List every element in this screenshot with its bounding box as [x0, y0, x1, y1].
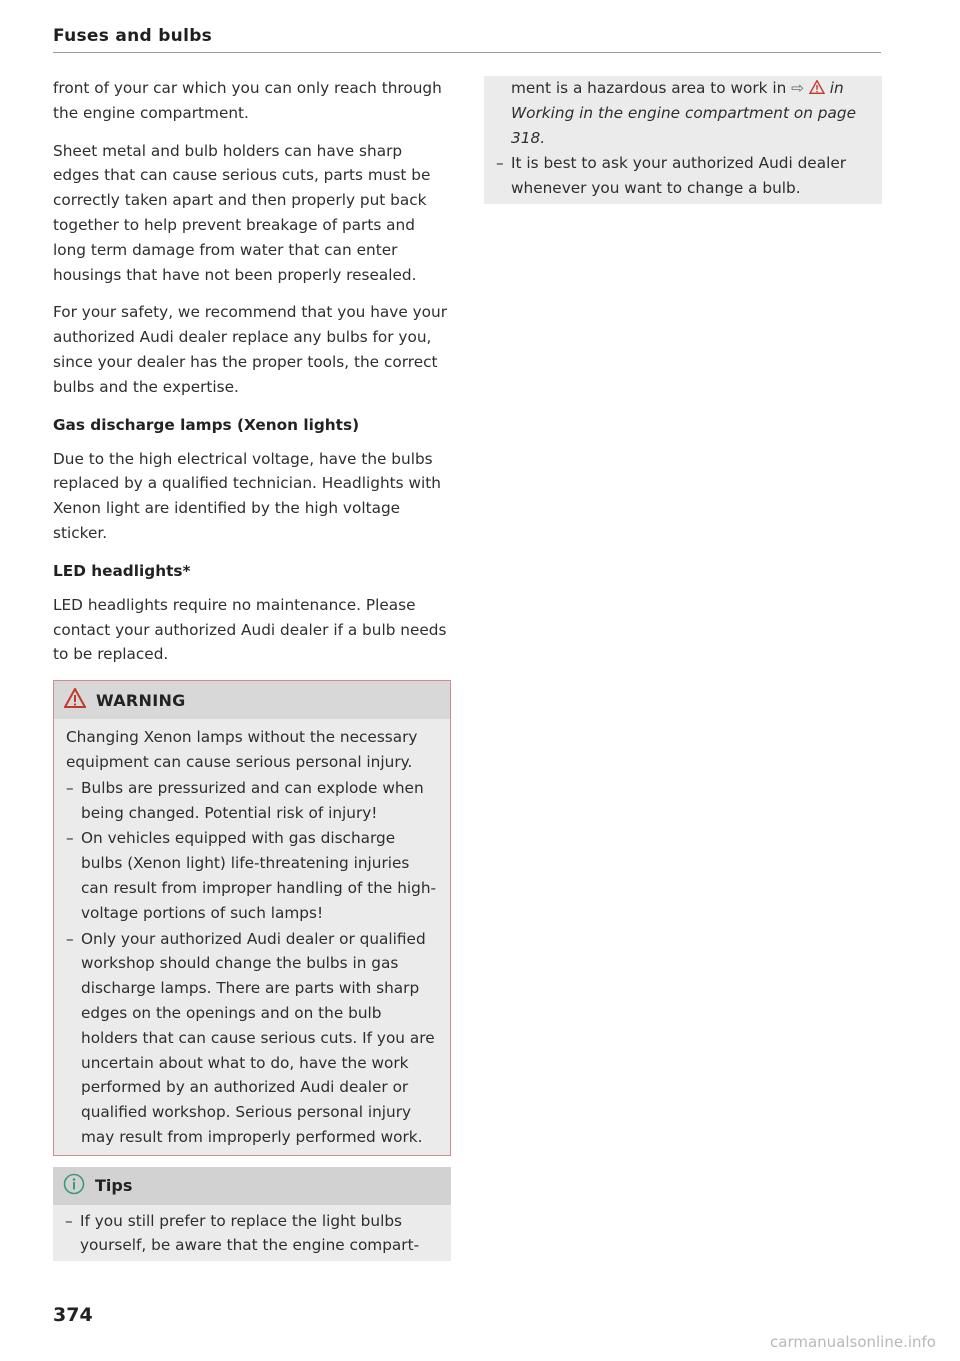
heading-led: LED headlights*	[53, 561, 191, 580]
warning-box	[53, 680, 451, 1156]
tips-body	[53, 1205, 451, 1262]
reference-arrow-icon: ⇨	[791, 79, 804, 97]
page-number: 374	[53, 1304, 93, 1326]
paragraph-sharp-edges: Sheet metal and bulb holders can have sharp edges that can cause serious cuts, parts must be correctly taken apart and then properly put back together to help prevent breakage of parts and long term damage from water that can enter housings that have not been properly resealed.	[53, 141, 431, 284]
tips-box	[53, 1167, 451, 1262]
warning-body	[54, 719, 450, 1155]
warning-header	[54, 681, 450, 719]
paragraph-safety: For your safety, we recommend that you have your authorized Audi dealer replace any bulbs for you, since your dealer has the proper tools, the correct bulbs and the expertise.	[53, 303, 448, 396]
dash-mark: –	[66, 778, 74, 797]
list-item: – Only your authorized Audi dealer or qualified workshop should change the bulbs in gas discharge lamps. There are parts with sharp edges on the openings and on the bulb holders that can cause serious cuts. If you are uncertain about what to do, have the work performed by an authorized Audi dealer or qualified workshop. Serious personal injury may result from improperly performed work.	[66, 927, 438, 1150]
left-column	[53, 76, 451, 1261]
dash-mark: –	[66, 929, 74, 948]
list-item: – It is best to ask your authorized Audi dealer whenever you want to change a bulb.	[496, 151, 870, 201]
info-circle-icon	[63, 1173, 85, 1199]
dash-mark: –	[496, 154, 504, 173]
page-header	[53, 26, 881, 53]
warning-list	[66, 776, 438, 1150]
paragraph-engine-compartment: front of your car which you can only reach through the engine compartment.	[53, 79, 442, 122]
list-item: ment is a hazardous area to work in ⇨ in Working in the engine compartment on page 318.	[511, 79, 856, 147]
warning-triangle-icon	[809, 79, 830, 97]
section-title: Fuses and bulbs	[53, 26, 213, 46]
list-item: – On vehicles equipped with gas discharge bulbs (Xenon light) life-threatening injuries can result from improper handling of the high-voltage portions of such lamps!	[66, 826, 438, 925]
dash-mark: –	[65, 1211, 73, 1230]
tips-title: Tips	[95, 1176, 133, 1196]
watermark: carmanualsonline.info	[770, 1333, 936, 1351]
warning-intro: Changing Xenon lamps without the necessary equipment can cause serious personal injury.	[66, 728, 418, 771]
heading-xenon: Gas discharge lamps (Xenon lights)	[53, 415, 360, 434]
warning-title: WARNING	[96, 690, 186, 710]
paragraph-xenon: Due to the high electrical voltage, have the bulbs replaced by a qualified technician. Headlights with Xenon light are identified by the high voltage sticker.	[53, 449, 441, 542]
paragraph-led: LED headlights require no maintenance. Please contact your authorized Audi dealer if a bulb needs to be replaced.	[53, 595, 447, 664]
list-item: – Bulbs are pressurized and can explode when being changed. Potential risk of injury!	[66, 776, 438, 826]
tips-continued	[484, 76, 882, 204]
warning-triangle-icon	[64, 688, 86, 712]
tips-header	[53, 1167, 451, 1205]
right-column	[484, 76, 882, 204]
dash-mark: –	[66, 829, 74, 848]
list-item: – If you still prefer to replace the light bulbs yourself, be aware that the engine compart-	[65, 1209, 439, 1259]
cross-reference-link[interactable]: in Working in the engine compartment on page 318.	[511, 79, 856, 147]
